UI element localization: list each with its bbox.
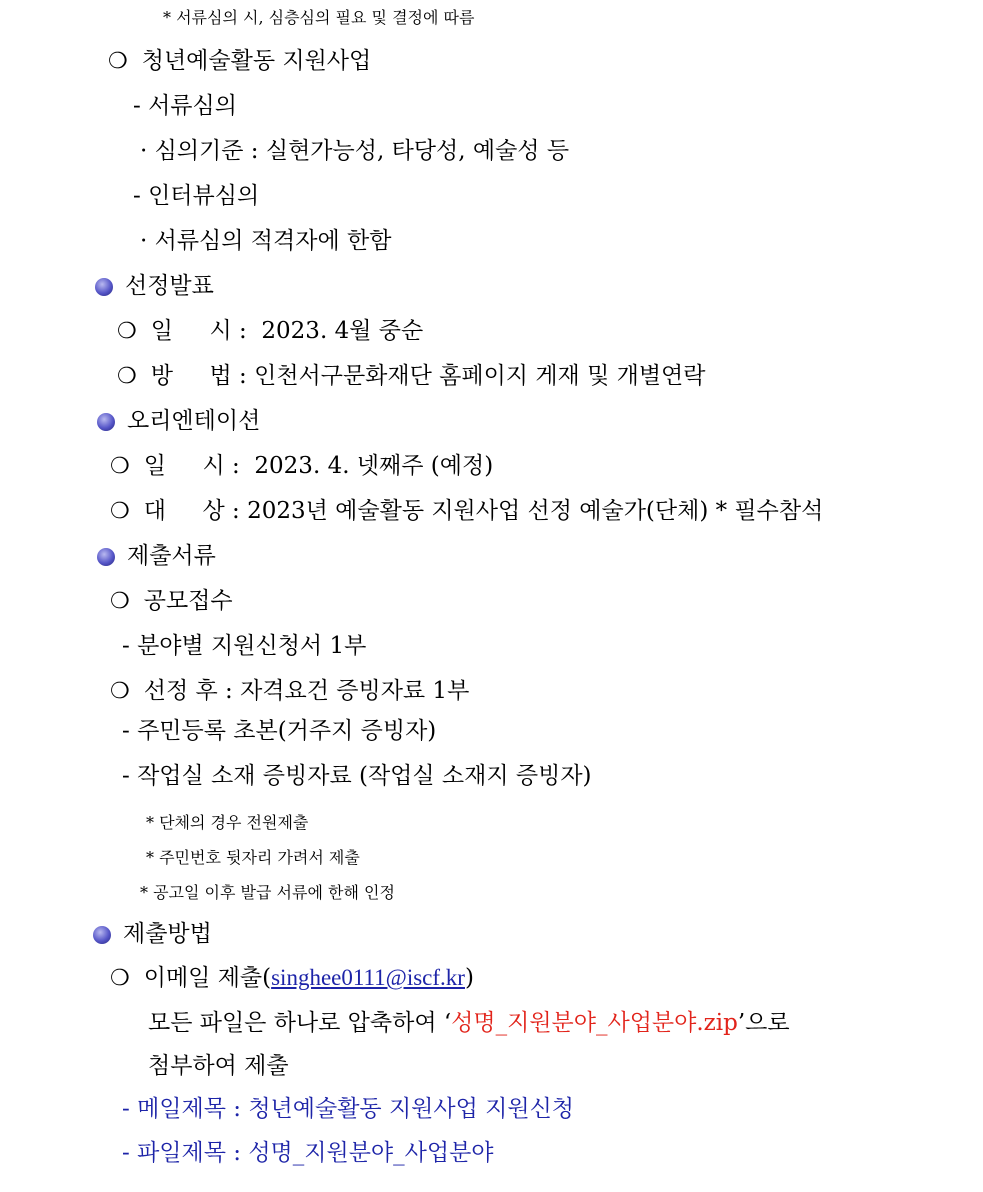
item-after-selection: ❍ 선정 후 : 자격요건 증빙자료 1부 xyxy=(110,678,470,704)
item-youth-art-support: ❍ 청년예술활동 지원사업 xyxy=(108,48,372,74)
section-selection-announcement: 선정발표 xyxy=(95,275,214,298)
item-email-submission: ❍ 이메일 제출(singhee0111@iscf.kr) xyxy=(110,965,474,991)
item-announcement-method: ❍ 방 법 : 인천서구문화재단 홈페이지 게재 및 개별연락 xyxy=(117,363,706,389)
sub-interview-eligibility: · 서류심의 적격자에 한함 xyxy=(140,228,392,254)
sub-document-review: - 서류심의 xyxy=(133,93,237,119)
ring-bullet-icon: ❍ xyxy=(108,49,128,74)
file-name-rule: - 파일제목 : 성명_지원분야_사업분야 xyxy=(122,1140,494,1166)
ring-bullet-icon: ❍ xyxy=(110,679,130,704)
zip-filename: 성명_지원분야_사업분야.zip xyxy=(451,1010,738,1036)
ring-bullet-icon: ❍ xyxy=(117,319,137,344)
item-orientation-date: ❍ 일 시 : 2023. 4. 넷째주 (예정) xyxy=(110,453,494,479)
note-review-line: * 서류심의 시, 심층심의 필요 및 결정에 따름 xyxy=(163,8,475,27)
ring-bullet-icon: ❍ xyxy=(110,454,130,479)
sub-studio-proof: - 작업실 소재 증빙자료 (작업실 소재지 증빙자) xyxy=(122,763,592,789)
item-application-receipt: ❍ 공모접수 xyxy=(110,588,233,614)
section-submission-method: 제출방법 xyxy=(93,923,212,946)
ring-bullet-icon: ❍ xyxy=(110,589,130,614)
sub-review-criteria: · 심의기준 : 실현가능성, 타당성, 예술성 등 xyxy=(140,138,570,164)
attach-instruction: 첨부하여 제출 xyxy=(148,1053,289,1079)
sub-resident-registration: - 주민등록 초본(거주지 증빙자) xyxy=(122,718,437,744)
note-group-submission: * 단체의 경우 전원제출 xyxy=(146,813,309,832)
purple-sphere-bullet-icon xyxy=(93,926,111,944)
item-orientation-target: ❍ 대 상 : 2023년 예술활동 지원사업 선정 예술가(단체) * 필수참석 xyxy=(110,498,824,524)
note-issue-date: * 공고일 이후 발급 서류에 한해 인정 xyxy=(140,883,395,902)
note-hide-id-number: * 주민번호 뒷자리 가려서 제출 xyxy=(146,848,360,867)
ring-bullet-icon: ❍ xyxy=(110,499,130,524)
section-orientation: 오리엔테이션 xyxy=(97,410,260,433)
purple-sphere-bullet-icon xyxy=(97,413,115,431)
mail-subject-rule: - 메일제목 : 청년예술활동 지원사업 지원신청 xyxy=(122,1096,574,1122)
section-submission-documents: 제출서류 xyxy=(97,545,216,568)
purple-sphere-bullet-icon xyxy=(95,278,113,296)
email-link[interactable]: singhee0111@iscf.kr xyxy=(271,965,465,990)
ring-bullet-icon: ❍ xyxy=(110,966,130,991)
sub-interview-review: - 인터뷰심의 xyxy=(133,183,260,209)
ring-bullet-icon: ❍ xyxy=(117,364,137,389)
item-announcement-date: ❍ 일 시 : 2023. 4월 중순 xyxy=(117,318,424,344)
purple-sphere-bullet-icon xyxy=(97,548,115,566)
compress-instruction: 모든 파일은 하나로 압축하여 ‘성명_지원분야_사업분야.zip’으로 xyxy=(148,1010,790,1036)
sub-application-form: - 분야별 지원신청서 1부 xyxy=(122,633,367,659)
